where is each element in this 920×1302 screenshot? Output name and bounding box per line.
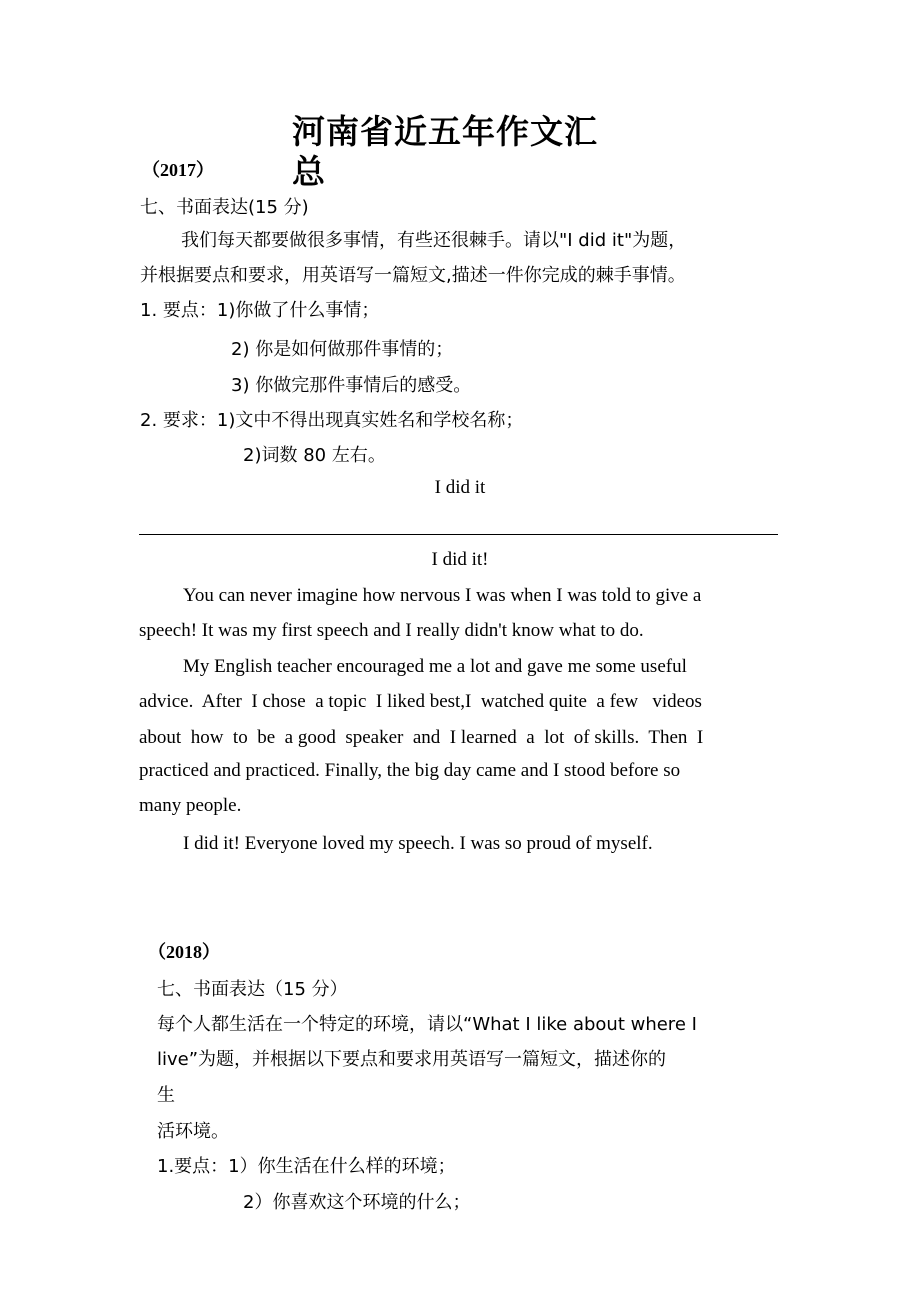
points-2018-item1: 1.要点：1）你生活在什么样的环境； [157,1156,456,1177]
intro-2018-line3: 生 [157,1085,175,1106]
intro-2018-line1: 每个人都生活在一个特定的环境，请以“What I like about where I [157,1014,697,1035]
year-2017-label: （2017） [142,160,214,180]
prompt-title-2017: I did it [434,477,486,498]
points-2018-item2: 2）你喜欢这个环境的什么； [243,1192,471,1213]
section-heading-2017: 七、书面表达(15 分) [140,197,309,218]
essay-line: You can never imagine how nervous I was when I was told to give a [183,585,702,606]
essay-line: I did it! Everyone loved my speech. I was so proud of myself. [183,833,653,854]
essay-line: My English teacher encouraged me a lot and gave me some useful [183,656,687,677]
essay-line: advice. After I chose a topic I liked best,I watched quite a few videos [139,691,702,712]
points-2017-item1: 1. 要点：1)你做了什么事情； [140,300,380,321]
requirements-2017-item1: 2. 要求：1)文中不得出现真实姓名和学校名称； [140,410,524,431]
essay-line: many people. [139,795,242,816]
intro-2018-line4: 活环境。 [157,1121,229,1142]
essay-line: speech! It was my first speech and I really didn't know what to do. [139,620,644,641]
points-2017-item2: 2) 你是如何做那件事情的； [231,339,454,360]
page-title: 河南省近五年作文汇 [292,112,598,151]
points-2017-item3: 3) 你做完那件事情后的感受。 [231,375,472,396]
intro-2017-line2: 并根据要点和要求，用英语写一篇短文,描述一件你完成的棘手事情。 [140,265,686,286]
requirements-2017-item2: 2)词数 80 左右。 [243,445,386,466]
essay-title-2017: I did it! [431,549,489,570]
essay-line: about how to be a good speaker and I learned a lot of skills. Then I [139,727,704,748]
intro-2017-line1: 我们每天都要做很多事情，有些还很棘手。请以"I did it"为题， [181,230,687,251]
divider-line [139,534,778,535]
page-title-continued: 总 [292,152,326,191]
intro-2018-line2: live”为题，并根据以下要点和要求用英语写一篇短文，描述你的 [157,1049,667,1070]
year-2018-label: （2018） [148,942,220,962]
section-heading-2018: 七、书面表达（15 分） [157,979,348,1000]
essay-line: practiced and practiced. Finally, the big day came and I stood before so [139,760,681,781]
